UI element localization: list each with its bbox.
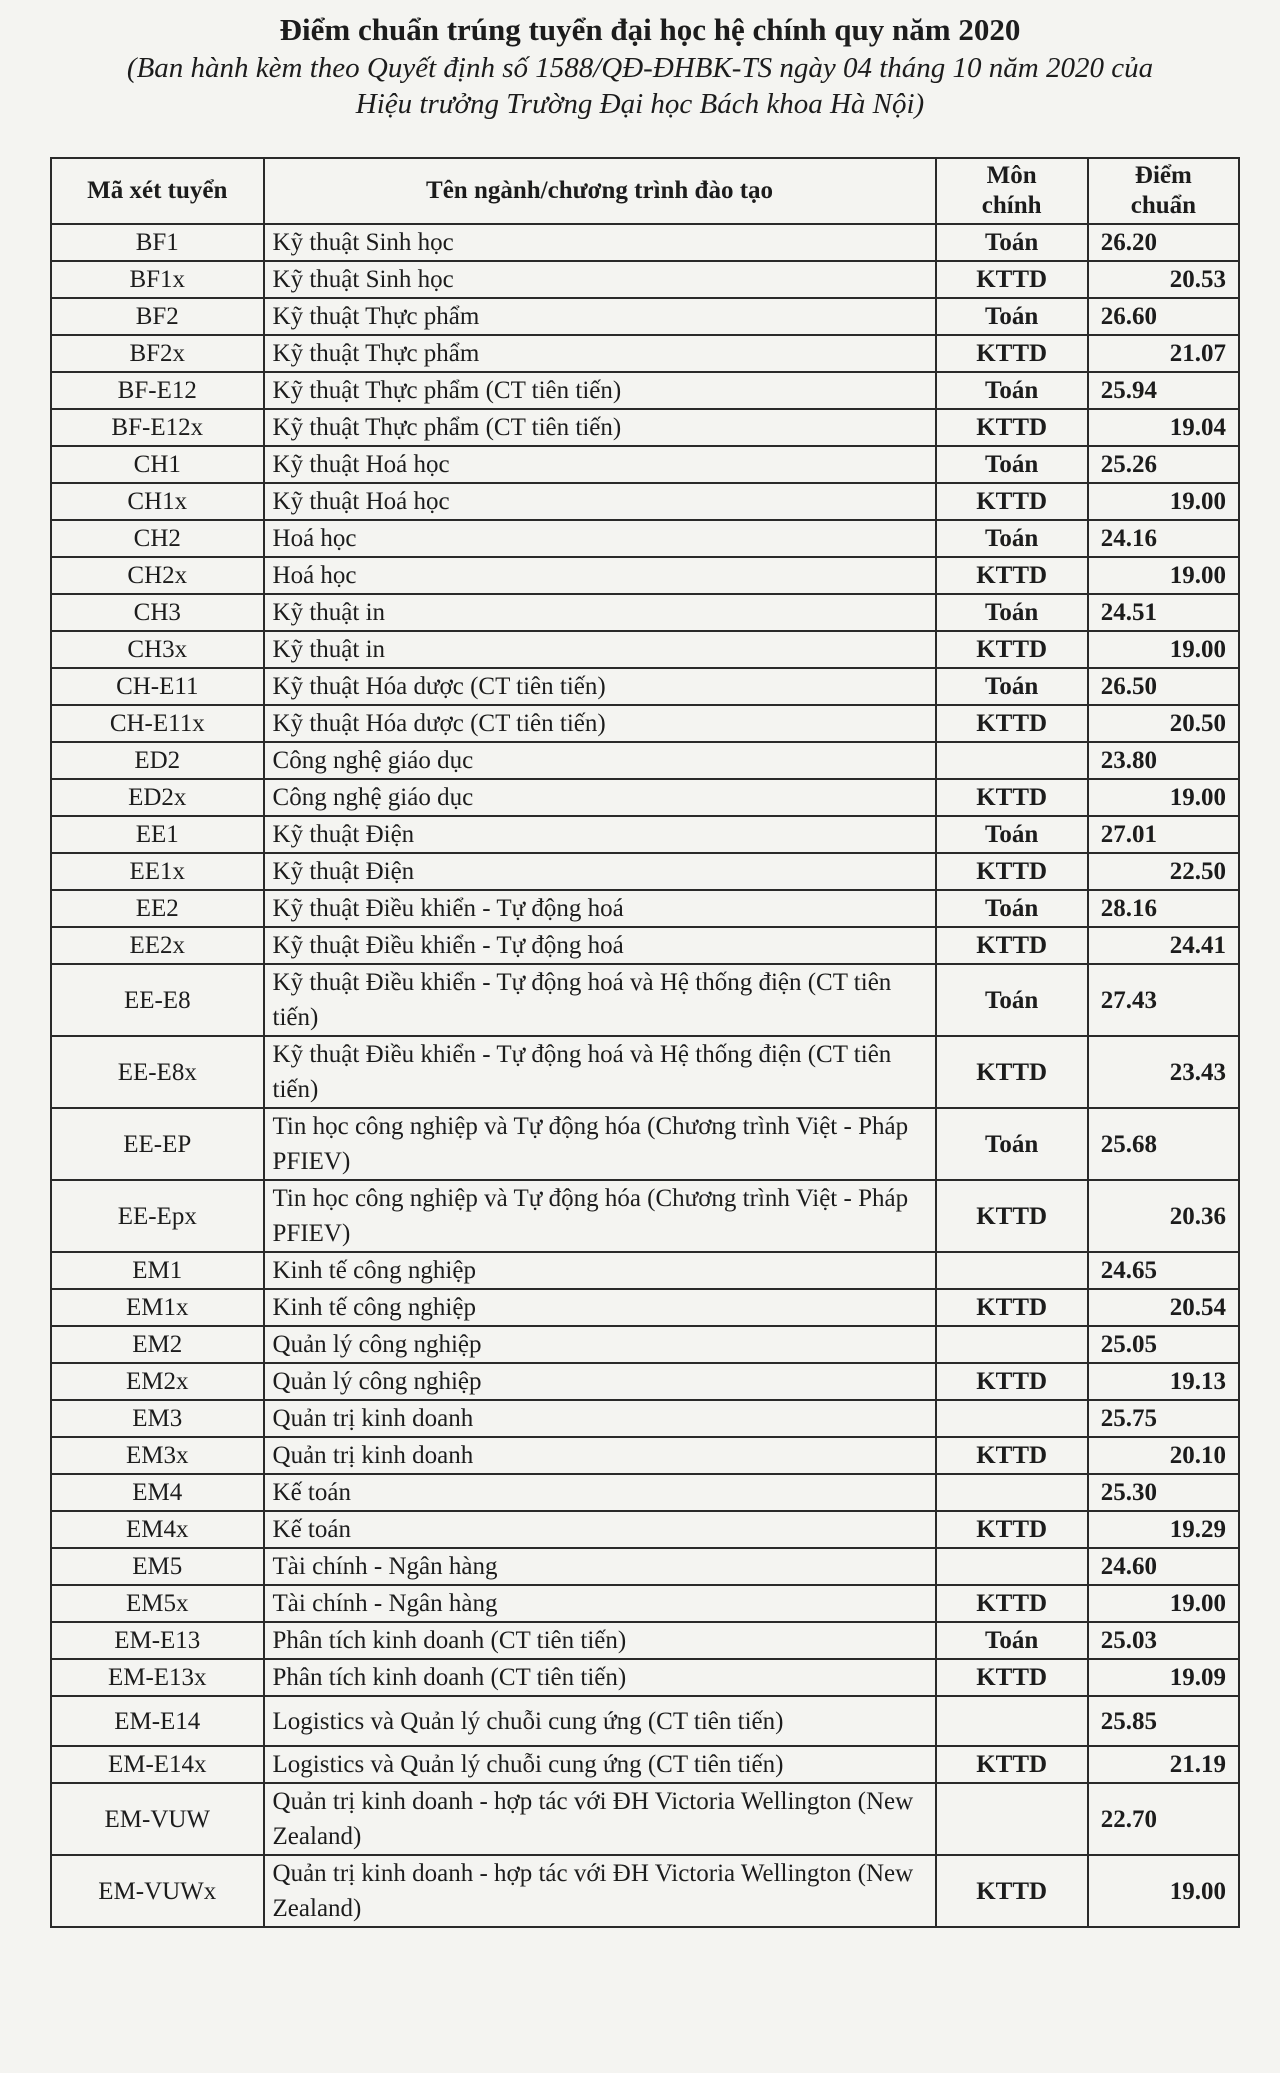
table-row: [51, 1180, 1239, 1252]
row-main-subject: [936, 1326, 1088, 1363]
row-benchmark-score: 20.53: [1088, 261, 1239, 298]
header-subject-line1: Môn: [986, 162, 1037, 189]
row-program-name: Logistics và Quản lý chuỗi cung ứng (CT tiên tiến): [264, 1746, 936, 1783]
row-benchmark-score: 19.13: [1088, 1363, 1239, 1400]
row-code: BF-E12: [51, 372, 264, 409]
table-row: [51, 261, 1239, 298]
row-code: EM-E14x: [51, 1746, 264, 1783]
row-program-name: Kỹ thuật Thực phẩm (CT tiên tiến): [264, 409, 936, 446]
table-row: [51, 1474, 1239, 1511]
row-main-subject: [936, 1252, 1088, 1289]
row-main-subject: Toán: [936, 520, 1088, 557]
row-program-name: Quản trị kinh doanh: [264, 1437, 936, 1474]
admission-score-table: [50, 157, 1240, 1928]
row-benchmark-score: 19.09: [1088, 1659, 1239, 1696]
row-code: EM-E14: [51, 1696, 264, 1746]
row-benchmark-score: 19.00: [1088, 779, 1239, 816]
table-row: [51, 927, 1239, 964]
row-main-subject: Toán: [936, 668, 1088, 705]
row-benchmark-score: 25.75: [1088, 1400, 1239, 1437]
row-code: BF2x: [51, 335, 264, 372]
row-program-name: Kỹ thuật in: [264, 594, 936, 631]
row-main-subject: Toán: [936, 1622, 1088, 1659]
row-main-subject: [936, 1783, 1088, 1855]
row-main-subject: KTTD: [936, 1363, 1088, 1400]
row-code: EM4: [51, 1474, 264, 1511]
row-code: EM5x: [51, 1585, 264, 1622]
document-title: Điểm chuẩn trúng tuyển đại học hệ chính quy năm 2020: [279, 12, 1021, 47]
row-code: EM5: [51, 1548, 264, 1585]
row-code: EM3: [51, 1400, 264, 1437]
row-program-name: Kỹ thuật Sinh học: [264, 224, 936, 261]
row-main-subject: KTTD: [936, 483, 1088, 520]
table-row: [51, 1622, 1239, 1659]
row-code: BF1: [51, 224, 264, 261]
table-row: [51, 1585, 1239, 1622]
table-row: [51, 816, 1239, 853]
row-main-subject: KTTD: [936, 1180, 1088, 1252]
header-subject-line2: chính: [981, 192, 1042, 219]
row-code: EE2x: [51, 927, 264, 964]
row-main-subject: KTTD: [936, 335, 1088, 372]
row-main-subject: KTTD: [936, 261, 1088, 298]
row-benchmark-score: 23.80: [1088, 742, 1239, 779]
row-main-subject: [936, 1696, 1088, 1746]
row-program-name: Tài chính - Ngân hàng: [264, 1548, 936, 1585]
row-program-name: Công nghệ giáo dục: [264, 779, 936, 816]
row-code: CH-E11x: [51, 705, 264, 742]
table-row: [51, 1548, 1239, 1585]
document-subtitle-line2: Hiệu trưởng Trường Đại học Bách khoa Hà Nội): [355, 88, 925, 120]
table-header-row: [51, 158, 1239, 224]
row-program-name: Quản trị kinh doanh - hợp tác với ĐH Victoria Wellington (New Zealand): [264, 1783, 936, 1855]
row-program-name: Kỹ thuật Thực phẩm: [264, 298, 936, 335]
row-benchmark-score: 19.00: [1088, 631, 1239, 668]
row-main-subject: [936, 1400, 1088, 1437]
header-score-line2: chuẩn: [1130, 192, 1197, 219]
row-program-name: Tài chính - Ngân hàng: [264, 1585, 936, 1622]
row-benchmark-score: 25.94: [1088, 372, 1239, 409]
row-benchmark-score: 27.01: [1088, 816, 1239, 853]
row-code: EM-VUW: [51, 1783, 264, 1855]
row-main-subject: KTTD: [936, 409, 1088, 446]
row-main-subject: KTTD: [936, 1746, 1088, 1783]
header-code: Mã xét tuyển: [51, 158, 264, 224]
table-row: [51, 1855, 1239, 1927]
row-main-subject: KTTD: [936, 927, 1088, 964]
table-row: [51, 631, 1239, 668]
row-code: EE1x: [51, 853, 264, 890]
table-row: [51, 446, 1239, 483]
row-main-subject: Toán: [936, 224, 1088, 261]
table-row: [51, 668, 1239, 705]
row-program-name: Phân tích kinh doanh (CT tiên tiến): [264, 1622, 936, 1659]
row-benchmark-score: 20.36: [1088, 1180, 1239, 1252]
row-benchmark-score: 24.51: [1088, 594, 1239, 631]
row-code: ED2x: [51, 779, 264, 816]
row-main-subject: Toán: [936, 446, 1088, 483]
row-program-name: Kỹ thuật Hoá học: [264, 446, 936, 483]
row-code: EE-E8x: [51, 1036, 264, 1108]
row-program-name: Kế toán: [264, 1474, 936, 1511]
row-benchmark-score: 23.43: [1088, 1036, 1239, 1108]
row-program-name: Quản trị kinh doanh - hợp tác với ĐH Victoria Wellington (New Zealand): [264, 1855, 936, 1927]
row-benchmark-score: 25.85: [1088, 1696, 1239, 1746]
row-benchmark-score: 25.68: [1088, 1108, 1239, 1180]
row-program-name: Kinh tế công nghiệp: [264, 1289, 936, 1326]
row-benchmark-score: 19.29: [1088, 1511, 1239, 1548]
row-code: EE1: [51, 816, 264, 853]
table-row: [51, 335, 1239, 372]
row-benchmark-score: 19.00: [1088, 1585, 1239, 1622]
row-program-name: Quản trị kinh doanh: [264, 1400, 936, 1437]
document-header: [0, 10, 1280, 122]
row-main-subject: KTTD: [936, 1036, 1088, 1108]
row-code: CH1: [51, 446, 264, 483]
row-program-name: Kỹ thuật Điều khiển - Tự động hoá và Hệ thống điện (CT tiên tiến): [264, 1036, 936, 1108]
header-score-line1: Điểm: [1134, 162, 1192, 189]
table-row: [51, 1696, 1239, 1746]
table-row: [51, 1108, 1239, 1180]
row-benchmark-score: 28.16: [1088, 890, 1239, 927]
row-code: EM-VUWx: [51, 1855, 264, 1927]
row-program-name: Kỹ thuật Hoá học: [264, 483, 936, 520]
table-row: [51, 1659, 1239, 1696]
row-code: CH1x: [51, 483, 264, 520]
row-main-subject: KTTD: [936, 779, 1088, 816]
row-benchmark-score: 25.26: [1088, 446, 1239, 483]
row-main-subject: KTTD: [936, 705, 1088, 742]
row-main-subject: Toán: [936, 816, 1088, 853]
row-benchmark-score: 24.41: [1088, 927, 1239, 964]
row-main-subject: Toán: [936, 890, 1088, 927]
table-row: [51, 520, 1239, 557]
row-program-name: Công nghệ giáo dục: [264, 742, 936, 779]
row-code: CH2: [51, 520, 264, 557]
row-main-subject: [936, 1474, 1088, 1511]
table-row: [51, 779, 1239, 816]
row-code: EE-E8: [51, 964, 264, 1036]
row-code: EM4x: [51, 1511, 264, 1548]
row-benchmark-score: 25.03: [1088, 1622, 1239, 1659]
row-code: EE-Epx: [51, 1180, 264, 1252]
row-code: BF2: [51, 298, 264, 335]
row-program-name: Logistics và Quản lý chuỗi cung ứng (CT tiên tiến): [264, 1696, 936, 1746]
row-program-name: Hoá học: [264, 520, 936, 557]
header-name: Tên ngành/chương trình đào tạo: [264, 158, 936, 224]
row-benchmark-score: 26.50: [1088, 668, 1239, 705]
row-main-subject: KTTD: [936, 1289, 1088, 1326]
row-program-name: Phân tích kinh doanh (CT tiên tiến): [264, 1659, 936, 1696]
header-subject: [936, 158, 1088, 224]
table-row: [51, 853, 1239, 890]
row-benchmark-score: 19.00: [1088, 483, 1239, 520]
row-program-name: Quản lý công nghiệp: [264, 1326, 936, 1363]
row-benchmark-score: 20.54: [1088, 1289, 1239, 1326]
table-row: [51, 1511, 1239, 1548]
row-benchmark-score: 25.30: [1088, 1474, 1239, 1511]
table-row: [51, 409, 1239, 446]
row-program-name: Hoá học: [264, 557, 936, 594]
row-main-subject: KTTD: [936, 1585, 1088, 1622]
table-row: [51, 890, 1239, 927]
row-benchmark-score: 27.43: [1088, 964, 1239, 1036]
table-row: [51, 1252, 1239, 1289]
row-benchmark-score: 19.00: [1088, 557, 1239, 594]
table-row: [51, 483, 1239, 520]
row-code: BF-E12x: [51, 409, 264, 446]
row-main-subject: KTTD: [936, 1437, 1088, 1474]
row-code: ED2: [51, 742, 264, 779]
row-main-subject: KTTD: [936, 853, 1088, 890]
table-row: [51, 1363, 1239, 1400]
row-benchmark-score: 24.16: [1088, 520, 1239, 557]
row-code: EM1: [51, 1252, 264, 1289]
row-code: EM-E13x: [51, 1659, 264, 1696]
row-benchmark-score: 21.07: [1088, 335, 1239, 372]
table-row: [51, 1289, 1239, 1326]
row-program-name: Kỹ thuật Hóa dược (CT tiên tiến): [264, 668, 936, 705]
row-program-name: Kỹ thuật Điều khiển - Tự động hoá và Hệ thống điện (CT tiên tiến): [264, 964, 936, 1036]
table-row: [51, 1326, 1239, 1363]
row-main-subject: Toán: [936, 298, 1088, 335]
row-code: CH3: [51, 594, 264, 631]
row-main-subject: KTTD: [936, 1659, 1088, 1696]
row-program-name: Tin học công nghiệp và Tự động hóa (Chương trình Việt - Pháp PFIEV): [264, 1180, 936, 1252]
table-row: [51, 1746, 1239, 1783]
row-program-name: Kỹ thuật Hóa dược (CT tiên tiến): [264, 705, 936, 742]
row-benchmark-score: 20.10: [1088, 1437, 1239, 1474]
row-benchmark-score: 24.65: [1088, 1252, 1239, 1289]
table-row: [51, 1437, 1239, 1474]
row-main-subject: Toán: [936, 1108, 1088, 1180]
header-score: [1088, 158, 1239, 224]
row-main-subject: Toán: [936, 594, 1088, 631]
row-program-name: Kinh tế công nghiệp: [264, 1252, 936, 1289]
row-main-subject: KTTD: [936, 1855, 1088, 1927]
table-row: [51, 1783, 1239, 1855]
row-code: BF1x: [51, 261, 264, 298]
table-row: [51, 372, 1239, 409]
row-program-name: Kỹ thuật Sinh học: [264, 261, 936, 298]
row-program-name: Kỹ thuật Điều khiển - Tự động hoá: [264, 890, 936, 927]
row-program-name: Kỹ thuật Thực phẩm: [264, 335, 936, 372]
row-benchmark-score: 22.70: [1088, 1783, 1239, 1855]
row-main-subject: KTTD: [936, 631, 1088, 668]
row-code: EM-E13: [51, 1622, 264, 1659]
table-row: [51, 594, 1239, 631]
row-program-name: Kỹ thuật Thực phẩm (CT tiên tiến): [264, 372, 936, 409]
row-main-subject: [936, 742, 1088, 779]
row-benchmark-score: 21.19: [1088, 1746, 1239, 1783]
row-program-name: Kỹ thuật in: [264, 631, 936, 668]
row-main-subject: Toán: [936, 372, 1088, 409]
row-benchmark-score: 22.50: [1088, 853, 1239, 890]
row-benchmark-score: 25.05: [1088, 1326, 1239, 1363]
row-main-subject: KTTD: [936, 1511, 1088, 1548]
row-benchmark-score: 19.00: [1088, 1855, 1239, 1927]
row-code: CH-E11: [51, 668, 264, 705]
table-row: [51, 1400, 1239, 1437]
row-program-name: Kỹ thuật Điện: [264, 816, 936, 853]
table-row: [51, 1036, 1239, 1108]
row-code: CH3x: [51, 631, 264, 668]
row-code: EM2: [51, 1326, 264, 1363]
row-benchmark-score: 20.50: [1088, 705, 1239, 742]
row-code: EE-EP: [51, 1108, 264, 1180]
row-program-name: Kỹ thuật Điều khiển - Tự động hoá: [264, 927, 936, 964]
row-code: CH2x: [51, 557, 264, 594]
row-benchmark-score: 26.20: [1088, 224, 1239, 261]
table-row: [51, 298, 1239, 335]
row-code: EE2: [51, 890, 264, 927]
table-row: [51, 705, 1239, 742]
row-program-name: Quản lý công nghiệp: [264, 1363, 936, 1400]
row-benchmark-score: 26.60: [1088, 298, 1239, 335]
row-program-name: Kế toán: [264, 1511, 936, 1548]
table-row: [51, 742, 1239, 779]
row-main-subject: KTTD: [936, 557, 1088, 594]
table-row: [51, 557, 1239, 594]
row-code: EM3x: [51, 1437, 264, 1474]
row-code: EM1x: [51, 1289, 264, 1326]
row-benchmark-score: 19.04: [1088, 409, 1239, 446]
table-row: [51, 964, 1239, 1036]
row-benchmark-score: 24.60: [1088, 1548, 1239, 1585]
row-program-name: Kỹ thuật Điện: [264, 853, 936, 890]
row-program-name: Tin học công nghiệp và Tự động hóa (Chương trình Việt - Pháp PFIEV): [264, 1108, 936, 1180]
row-main-subject: [936, 1548, 1088, 1585]
row-code: EM2x: [51, 1363, 264, 1400]
document-subtitle-line1: (Ban hành kèm theo Quyết định số 1588/QĐ-ĐHBK-TS ngày 04 tháng 10 năm 2020 của: [126, 52, 1154, 84]
table-row: [51, 224, 1239, 261]
row-main-subject: Toán: [936, 964, 1088, 1036]
